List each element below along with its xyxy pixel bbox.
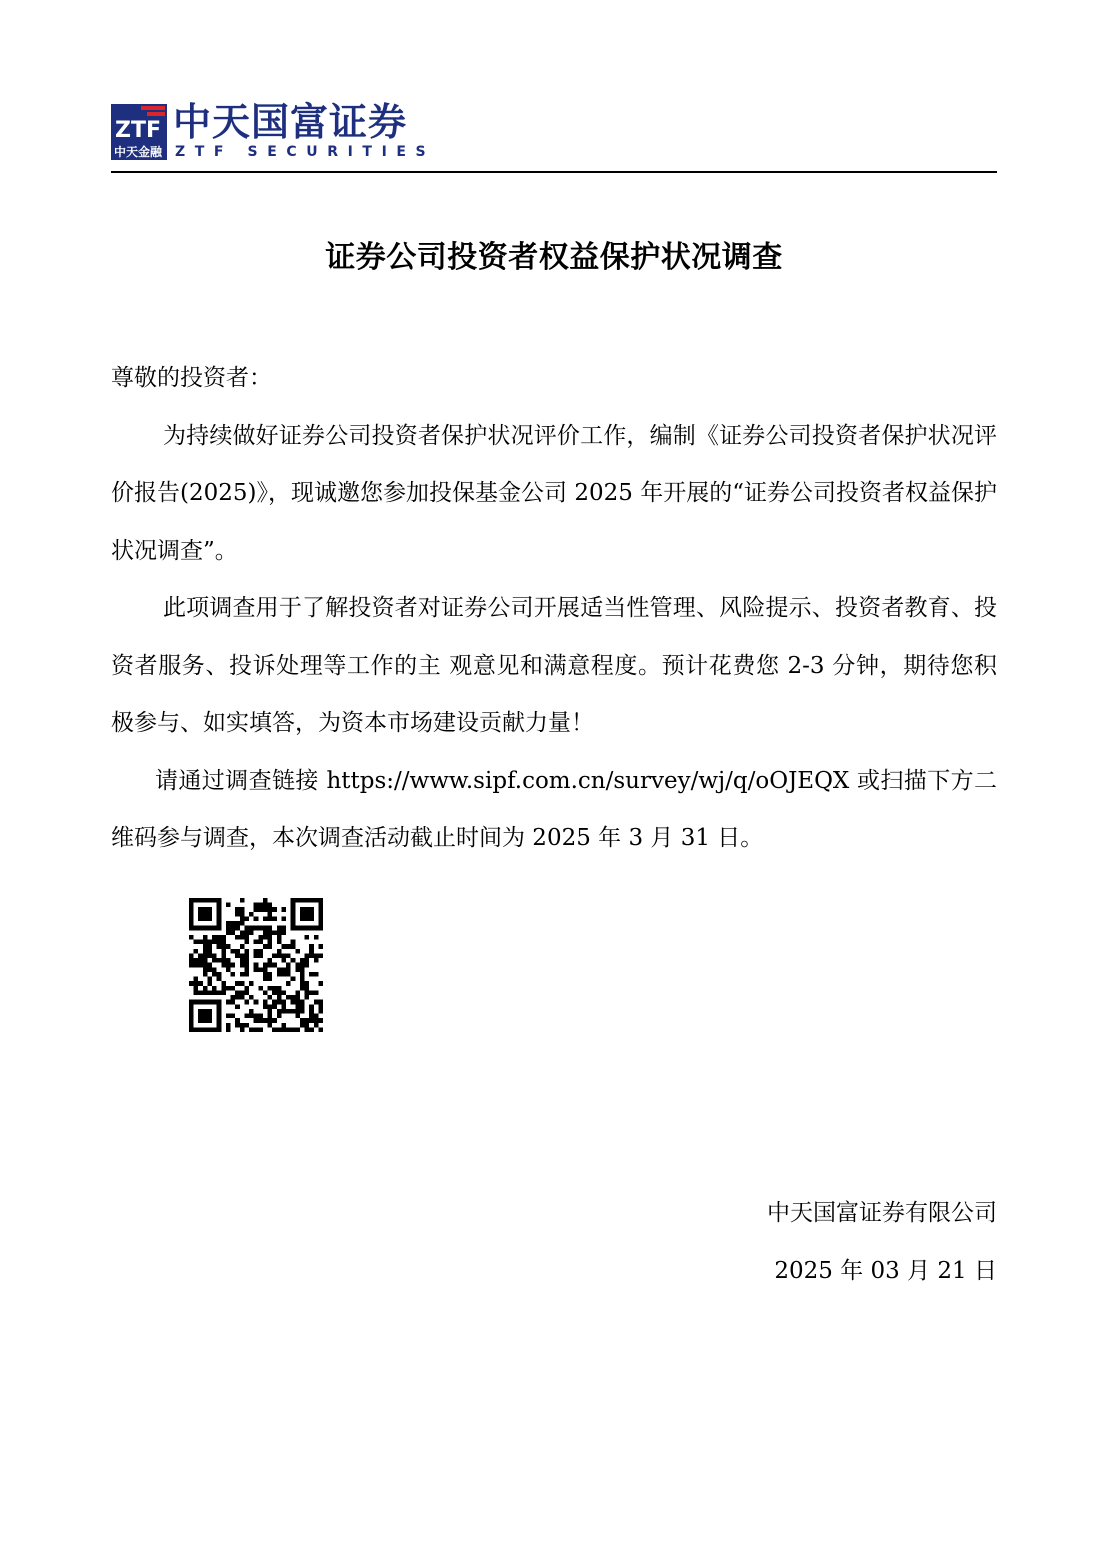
header-divider (111, 171, 997, 173)
qr-code-icon[interactable] (188, 898, 324, 1032)
signature-block (767, 1185, 997, 1300)
paragraph-invitation: 为持续做好证券公司投资者保护状况评价工作，编制《证券公司投资者保护状况评价报告(2025)》，现诚邀您参加投保基金公司 2025 年开展的“证券公司投资者权益保护状况调查”。 (111, 422, 997, 564)
document-title: 证券公司投资者权益保护状况调查 (325, 240, 783, 275)
logo-company-name: 中天国富证券 (173, 100, 408, 144)
signature-date: 2025 年 03 月 21 日 (774, 1257, 997, 1284)
logo-mark-text: ZTF (115, 118, 161, 143)
logo-mark-subtext: 中天金融 (114, 145, 163, 159)
logo-company-name-en: ZTF SECURITIES (175, 144, 436, 160)
company-logo-icon (111, 104, 167, 160)
salutation: 尊敬的投资者： (111, 365, 272, 391)
paragraph-link: 请通过调查链接 https://www.sipf.com.cn/survey/wj/q/oOJEQX 或扫描下方二维码参与调查，本次调查活动截止时间为 2025 年 3 月 31 日。 (111, 767, 997, 851)
signature-company: 中天国富证券有限公司 (767, 1200, 997, 1226)
paragraph-purpose: 此项调查用于了解投资者对证券公司开展适当性管理、风险提示、投资者教育、投资者服务、投诉处理等工作的主 观意见和满意程度。预计花费您 2-3 分钟，期待您积极参与、如实填答，为资本市场建设贡献力量！ (111, 595, 997, 736)
letter-body (111, 350, 997, 868)
letterhead (111, 100, 997, 172)
